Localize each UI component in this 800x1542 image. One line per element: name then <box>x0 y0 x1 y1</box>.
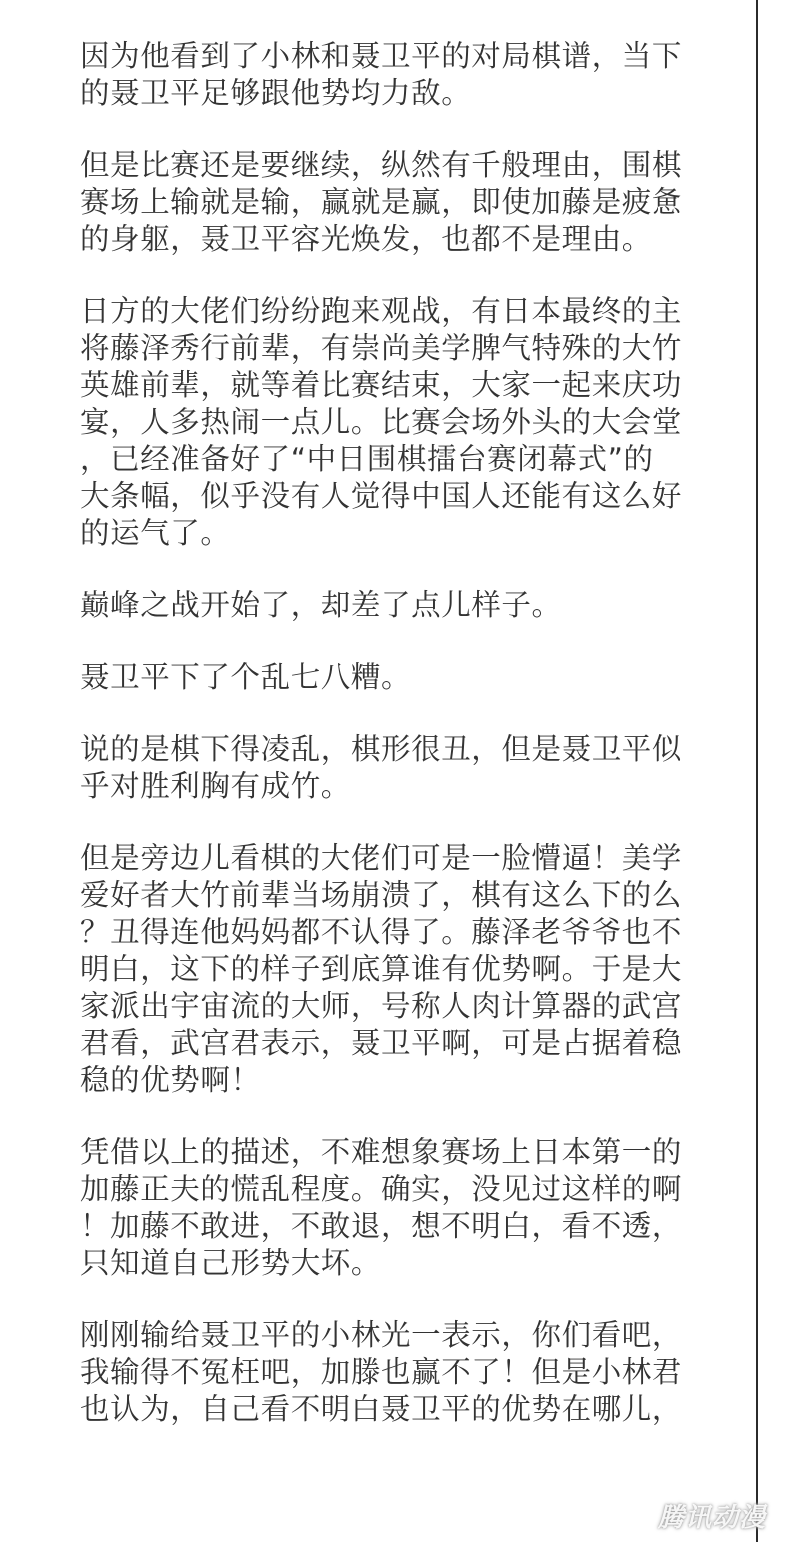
text-line: 聂卫平下了个乱七八糟。 <box>80 660 412 694</box>
text-line: 但是旁边儿看棋的大佬们可是一脸懵逼！美学 <box>80 841 683 875</box>
text-line: 巅峰之战开始了，却差了点儿样子。 <box>80 588 562 622</box>
text-line: 赛场上输就是输，赢就是赢，即使加藤是疲惫 <box>80 185 683 219</box>
text-line: 的运气了。 <box>80 516 231 550</box>
text-line: 家派出宇宙流的大师，号称人肉计算器的武宫 <box>80 989 683 1023</box>
paragraph <box>80 659 730 696</box>
paragraph <box>80 147 730 258</box>
text-line: 的身躯，聂卫平容光焕发，也都不是理由。 <box>80 222 652 256</box>
text-line: ！加藤不敢进，不敢退，想不明白，看不透， <box>80 1209 683 1243</box>
text-line: 我输得不冤枉吧，加滕也赢不了！但是小林君 <box>80 1355 683 1389</box>
text-line: 因为他看到了小林和聂卫平的对局棋谱，当下 <box>80 39 683 73</box>
text-line: ？丑得连他妈妈都不认得了。藤泽老爷爷也不 <box>80 915 683 949</box>
paragraph <box>80 293 730 552</box>
text-line: 加藤正夫的慌乱程度。确实，没见过这样的啊 <box>80 1172 683 1206</box>
right-border-line <box>756 0 758 1542</box>
text-line: 的聂卫平足够跟他势均力敌。 <box>80 76 472 110</box>
paragraph <box>80 1134 730 1282</box>
text-line: 英雄前辈，就等着比赛结束，大家一起来庆功 <box>80 368 683 402</box>
text-line: 大条幅，似乎没有人觉得中国人还能有这么好 <box>80 479 683 513</box>
text-line: 只知道自己形势大坏。 <box>80 1246 382 1280</box>
paragraph <box>80 840 730 1099</box>
text-line: 说的是棋下得凌乱，棋形很丑，但是聂卫平似 <box>80 732 683 766</box>
text-line: 也认为，自己看不明白聂卫平的优势在哪儿， <box>80 1392 683 1426</box>
paragraph <box>80 587 730 624</box>
text-line: 稳的优势啊！ <box>80 1063 261 1097</box>
text-line: ，已经准备好了“中日围棋擂台赛闭幕式”的 <box>80 442 654 476</box>
text-line: 乎对胜利胸有成竹。 <box>80 769 351 803</box>
text-line: 刚刚输给聂卫平的小林光一表示，你们看吧， <box>80 1318 683 1352</box>
paragraph <box>80 1317 730 1428</box>
article-body <box>80 38 730 1463</box>
text-line: 日方的大佬们纷纷跑来观战，有日本最终的主 <box>80 294 683 328</box>
paragraph <box>80 38 730 112</box>
text-line: 君看，武宫君表示，聂卫平啊，可是占据着稳 <box>80 1026 683 1060</box>
text-line: 宴，人多热闹一点儿。比赛会场外头的大会堂 <box>80 405 683 439</box>
text-line: 爱好者大竹前辈当场崩溃了，棋有这么下的么 <box>80 878 683 912</box>
text-line: 将藤泽秀行前辈，有崇尚美学脾气特殊的大竹 <box>80 331 683 365</box>
paragraph <box>80 731 730 805</box>
text-line: 但是比赛还是要继续，纵然有千般理由，围棋 <box>80 148 683 182</box>
text-line: 明白，这下的样子到底算谁有优势啊。于是大 <box>80 952 683 986</box>
text-line: 凭借以上的描述，不难想象赛场上日本第一的 <box>80 1135 683 1169</box>
watermark-logo: 腾讯动漫 <box>658 1503 767 1533</box>
